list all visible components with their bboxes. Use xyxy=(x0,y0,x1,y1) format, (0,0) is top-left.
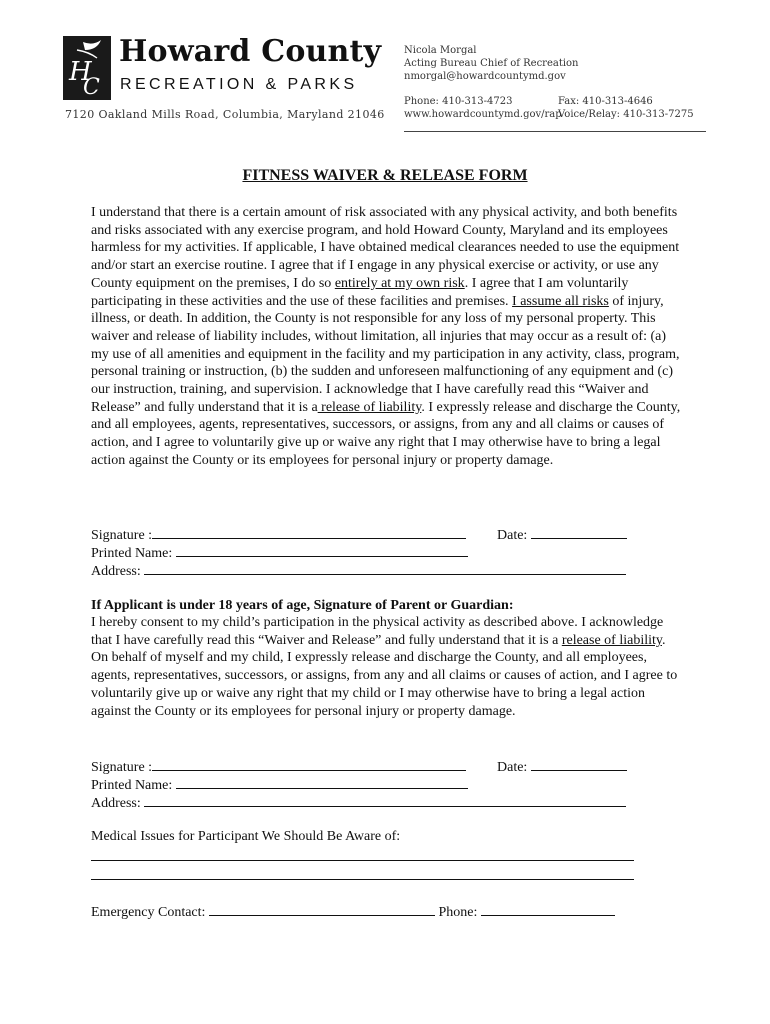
address-label: Address: xyxy=(91,564,141,579)
date-label: Date: xyxy=(497,760,528,775)
contact-name: Nicola Morgal xyxy=(404,45,477,56)
guardian-address-field[interactable] xyxy=(144,793,626,807)
emergency-contact-row xyxy=(91,902,615,921)
printed-name-label: Printed Name: xyxy=(91,778,173,793)
emergency-phone-label: Phone: xyxy=(438,905,478,920)
contact-title: Acting Bureau Chief of Recreation xyxy=(404,58,579,69)
medical-issues-line-1[interactable] xyxy=(91,860,634,861)
applicant-printed-name-row xyxy=(91,543,468,562)
guardian-date-field[interactable] xyxy=(531,757,627,771)
emergency-contact-field[interactable] xyxy=(209,902,435,916)
svg-text:H: H xyxy=(69,57,92,87)
waiver-text-part: I understand that there is a certain amount of risk associated with any physical activity, and both benefits and risks associated with any exercise program, and hold Howard County, Maryland and its employees harmless for my activities. If applicable, I have obtained medical clearances needed to use the equipment and/or start an exercise routine. I agree that if I engage in any physical exercise or activity, or use any County equipment on the premises, I do so xyxy=(91,205,680,291)
phone-number: Phone: 410-313-4723 xyxy=(404,96,513,107)
guardian-emphasis-release: release of liability xyxy=(561,632,662,648)
letterhead-logo xyxy=(63,34,382,106)
header-divider xyxy=(404,131,706,132)
guardian-address-row xyxy=(91,793,626,812)
guardian-text xyxy=(91,614,686,720)
applicant-date-field[interactable] xyxy=(531,525,627,539)
emergency-phone-field[interactable] xyxy=(481,902,615,916)
medical-issues-label: Medical Issues for Participant We Should Be Aware of: xyxy=(91,829,401,844)
waiver-emphasis-own-risk: entirely at my own risk xyxy=(334,275,465,291)
county-emblem-icon xyxy=(63,36,111,100)
medical-issues-line-2[interactable] xyxy=(91,879,634,880)
waiver-text-part: . I agree that I am voluntarily participating in these activities and the use of these facilities and premises. xyxy=(91,275,629,309)
waiver-emphasis-assume-risks: I assume all risks xyxy=(512,293,609,309)
guardian-date-row xyxy=(497,757,627,776)
applicant-signature-field[interactable] xyxy=(152,525,466,539)
waiver-text-part: of injury, illness, or death. In addition, the County is not responsible for any loss of my personal property. This waiver and release of liability includes, without limitation, all injuries that may occur as a result of: (a) my use of all amenities and equipment in the facility and my participation in any activity, class, program, personal training or instruction, (b) the sudden and unforeseen malfunctioning of any equipment and (c) our instruction, training, and supervision. I acknowledge that I have carefully read this “Waiver and Release” and fully understand that it is a xyxy=(91,293,680,415)
guardian-signature-row xyxy=(91,757,466,776)
brand-subtitle: RECREATION & PARKS xyxy=(120,76,358,93)
signature-label: Signature : xyxy=(91,760,153,775)
guardian-printed-name-row xyxy=(91,775,468,794)
printed-name-label: Printed Name: xyxy=(91,546,173,561)
applicant-printed-name-field[interactable] xyxy=(176,543,468,557)
voice-relay-number: Voice/Relay: 410-313-7275 xyxy=(558,109,694,120)
emergency-contact-label: Emergency Contact: xyxy=(91,905,206,920)
contact-block xyxy=(404,44,579,83)
waiver-text xyxy=(91,204,686,470)
waiver-text-part: . I expressly release and discharge the County, and all employees, agents, representatives, successors, or assigns, from any and all claims or causes of action, and I agree to voluntarily give up or waive any right that I may otherwise have to bring a legal action against the County or its employees for personal injury or property damage. xyxy=(91,399,681,468)
guardian-text-part: I hereby consent to my child’s participation in the physical activity as described above. I acknowledge that I have carefully read this “Waiver and Release” and fully understand that it is a xyxy=(91,615,664,648)
address-label: Address: xyxy=(91,796,141,811)
contact-email[interactable]: nmorgal@howardcountymd.gov xyxy=(404,71,566,82)
guardian-signature-field[interactable] xyxy=(152,757,466,771)
applicant-address-row xyxy=(91,561,626,580)
waiver-emphasis-release: release of liability xyxy=(317,399,422,415)
svg-text:C: C xyxy=(83,75,100,100)
mailing-address: 7120 Oakland Mills Road, Columbia, Maryland 21046 xyxy=(65,108,385,121)
applicant-date-row xyxy=(497,525,627,544)
guardian-heading: If Applicant is under 18 years of age, Signature of Parent or Guardian: xyxy=(91,598,514,613)
brand-name: Howard County xyxy=(119,34,382,69)
guardian-text-part: . On behalf of myself and my child, I expressly release and discharge the County, and all employees, agents, representatives, successors, or assigns, from any and all claims or causes of action, and I agree to voluntarily give up or waive any right that my child or I may otherwise have to bring a legal action against the County or its employees for personal injury or property damage. xyxy=(91,632,678,719)
fax-number: Fax: 410-313-4646 xyxy=(558,96,653,107)
guardian-printed-name-field[interactable] xyxy=(176,775,468,789)
form-title: FITNESS WAIVER & RELEASE FORM xyxy=(242,167,528,184)
signature-label: Signature : xyxy=(91,528,153,543)
applicant-address-field[interactable] xyxy=(144,561,626,575)
website-link[interactable]: www.howardcountymd.gov/rap xyxy=(404,109,562,120)
date-label: Date: xyxy=(497,528,528,543)
applicant-signature-row xyxy=(91,525,466,544)
